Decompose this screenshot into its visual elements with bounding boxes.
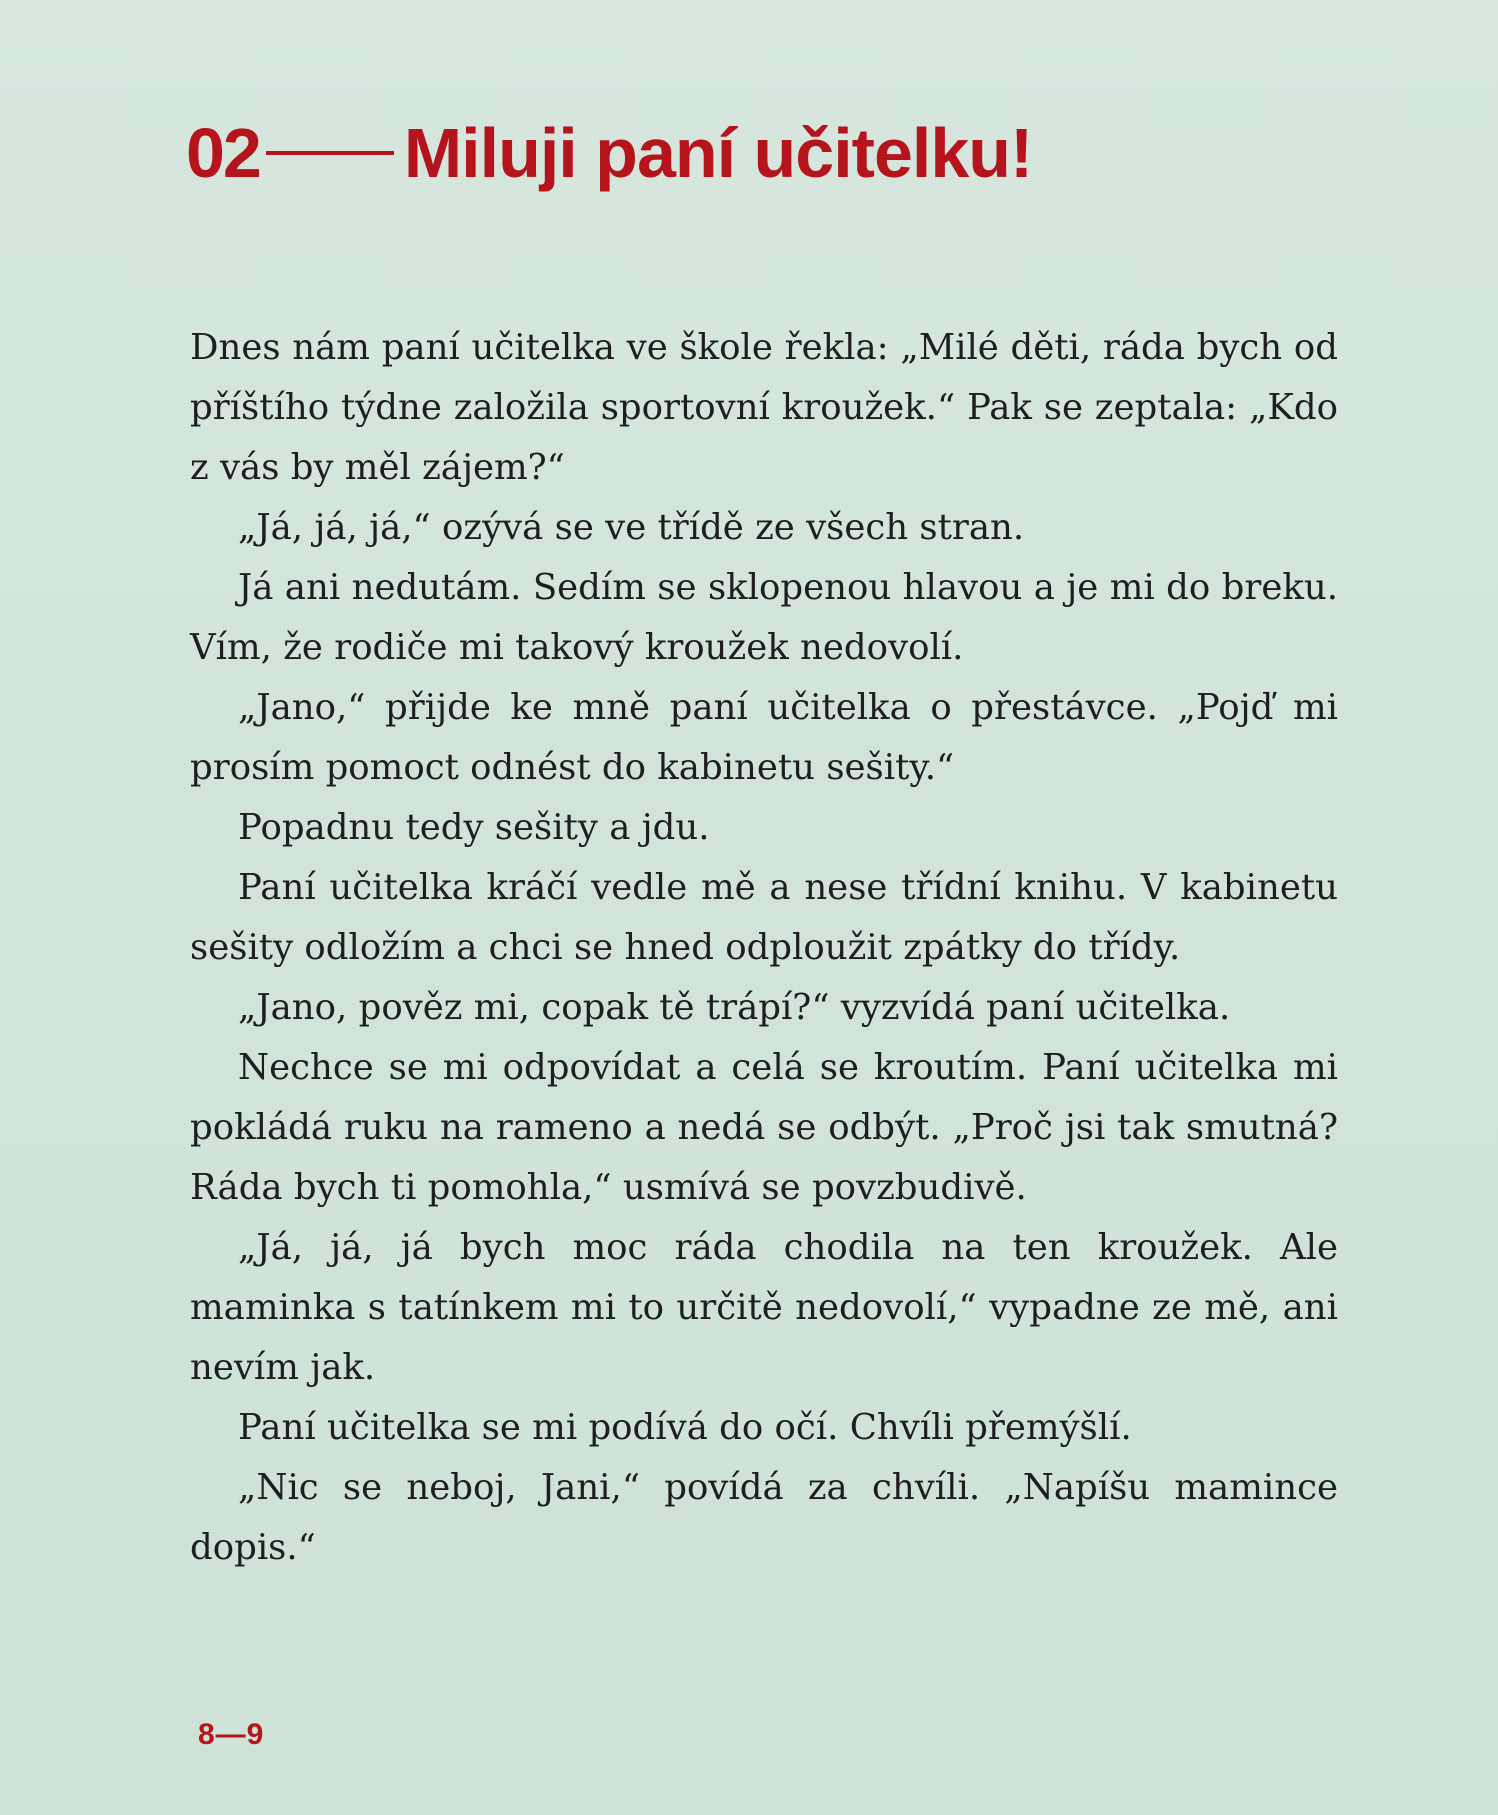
page-number: 8—9 <box>198 1718 265 1751</box>
paragraph: Paní učitelka se mi podívá do očí. Chvíli přemýšlí. <box>238 1407 1132 1448</box>
chapter-number: 02 <box>186 114 260 192</box>
paragraph: „Nic se neboj, Jani,“ povídá za chvíli. „Napíšu mamince dopis.“ <box>190 1467 1338 1568</box>
paragraph: Já ani nedutám. Sedím se sklopenou hlavou a je mi do breku. Vím, že rodiče mi takový kroužek nedovolí. <box>190 567 1338 668</box>
title-dash <box>266 151 394 155</box>
paragraph: Dnes nám paní učitelka ve škole řekla: „Milé děti, ráda bych od příštího týdne založila sportovní kroužek.“ Pak se zeptala: „Kdo z vás by měl zájem?“ <box>190 327 1338 488</box>
paragraph: „Já, já, já bych moc ráda chodila na ten kroužek. Ale maminka s tatínkem mi to určitě nedovolí,“ vypadne ze mě, ani nevím jak. <box>190 1227 1338 1388</box>
chapter-title-text: Miluji paní učitelku! <box>403 114 1033 192</box>
chapter-title <box>186 114 1033 192</box>
paragraph: Nechce se mi odpovídat a celá se kroutím. Paní učitelka mi pokládá ruku na rameno a nedá se odbýt. „Proč jsi tak smutná? Ráda bych ti pomohla,“ usmívá se povzbudivě. <box>190 1047 1338 1208</box>
paragraph: „Já, já, já,“ ozývá se ve třídě ze všech stran. <box>238 507 1025 548</box>
paragraph: Paní učitelka kráčí vedle mě a nese třídní knihu. V kabinetu sešity odložím a chci se hned odploužit zpátky do třídy. <box>190 867 1338 968</box>
paragraph: „Jano, pověz mi, copak tě trápí?“ vyzvídá paní učitelka. <box>238 987 1231 1028</box>
paragraph: „Jano,“ přijde ke mně paní učitelka o přestávce. „Pojď mi prosím pomoct odnést do kabinetu sešity.“ <box>190 687 1338 788</box>
story-text <box>190 318 1338 1578</box>
paragraph: Popadnu tedy sešity a jdu. <box>238 807 710 848</box>
